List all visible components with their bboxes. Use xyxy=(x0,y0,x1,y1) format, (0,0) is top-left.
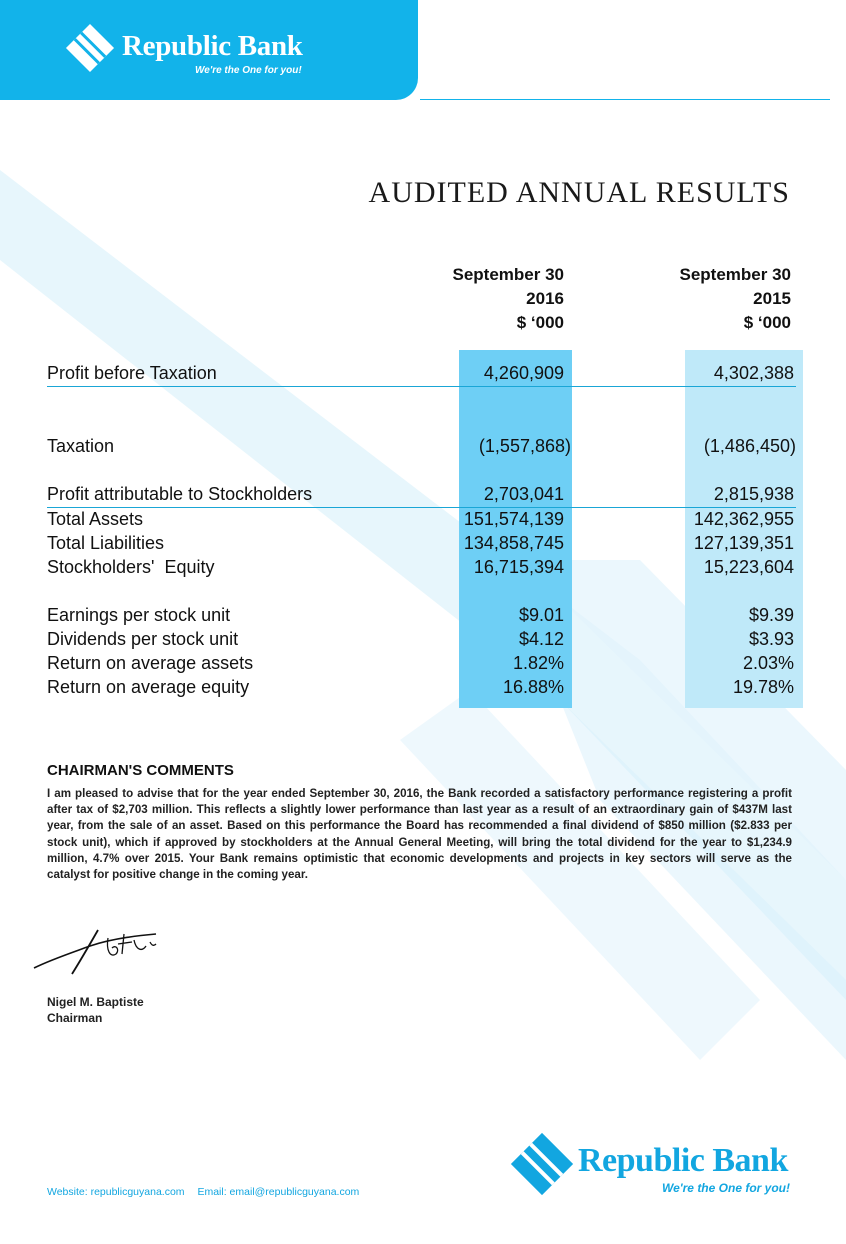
value-2015: 2.03% xyxy=(742,653,794,673)
value-2015: $9.39 xyxy=(748,605,794,625)
column-header-year: 2015 xyxy=(753,289,791,308)
value-2015: 127,139,351 xyxy=(693,533,794,553)
row-label: Total Liabilities xyxy=(47,533,165,553)
footer-contact xyxy=(47,1186,359,1198)
row-divider xyxy=(47,507,796,508)
column-header-2016 xyxy=(364,263,564,335)
value-2016: 2,703,041 xyxy=(483,484,564,504)
value-2015: 15,223,604 xyxy=(703,557,794,577)
value-2016: 151,574,139 xyxy=(463,509,564,529)
republic-bank-logo-icon xyxy=(508,1130,576,1198)
page-title: AUDITED ANNUAL RESULTS xyxy=(368,176,790,209)
signatory-title: Chairman xyxy=(47,1011,103,1025)
value-2016: 1.82% xyxy=(512,653,564,673)
comments-heading: CHAIRMAN'S COMMENTS xyxy=(47,762,234,779)
value-2016: 16.88% xyxy=(502,677,564,697)
row-label: Profit attributable to Stockholders xyxy=(47,484,313,504)
value-2015: 4,302,388 xyxy=(713,363,794,383)
footer-email-link[interactable]: Email: email@republicguyana.com xyxy=(197,1186,360,1198)
row-label: Earnings per stock unit xyxy=(47,605,231,625)
header-brand-name: Republic Bank xyxy=(122,30,303,62)
value-2015: (1,486,450) xyxy=(703,436,796,456)
value-2015: 142,362,955 xyxy=(693,509,794,529)
republic-bank-logo-icon xyxy=(64,22,116,74)
value-2016: $9.01 xyxy=(518,605,564,625)
row-divider xyxy=(47,386,796,387)
value-2015: 2,815,938 xyxy=(713,484,794,504)
column-header-2015 xyxy=(591,263,791,335)
column-header-date: September 30 xyxy=(452,265,564,284)
row-label: Taxation xyxy=(47,436,115,456)
column-header-unit: $ ‘000 xyxy=(743,313,791,332)
value-2016: (1,557,868) xyxy=(478,436,571,456)
value-2016: 4,260,909 xyxy=(483,363,564,383)
header-banner xyxy=(0,0,418,100)
value-2016: 134,858,745 xyxy=(463,533,564,553)
value-2016: $4.12 xyxy=(518,629,564,649)
footer-brand-name: Republic Bank xyxy=(578,1142,788,1179)
row-label: Total Assets xyxy=(47,509,144,529)
value-2016: 16,715,394 xyxy=(473,557,564,577)
row-label: Stockholders' Equity xyxy=(47,557,215,577)
signatory-name: Nigel M. Baptiste xyxy=(47,995,144,1009)
row-label: Return on average assets xyxy=(47,653,254,673)
header-divider xyxy=(420,99,830,100)
comments-body: I am pleased to advise that for the year ended September 30, 2016, the Bank recorded a satisfactory performance registering a profit after tax of $2,703 million. This reflects a slightly lower performance than last year as a result of an extraordinary gain of $437M last year, from the sale of an asset. Based on this performance the Board has recommended a final dividend of $850 million ($2.833 per stock unit), which if approved by stockholders at the Annual General Meeting, will bring the total dividend for the year to $1,234.9 million, 4.7% over 2015. Your Bank remains optimistic that economic developments and projects in key sectors will serve as the catalyst for positive change in the coming year. xyxy=(47,787,792,882)
chairman-signature xyxy=(28,924,168,984)
column-header-unit: $ ‘000 xyxy=(516,313,564,332)
signatory-block xyxy=(47,994,144,1026)
footer-website-link[interactable]: Website: republicguyana.com xyxy=(47,1186,185,1198)
row-label: Dividends per stock unit xyxy=(47,629,239,649)
value-2015: 19.78% xyxy=(732,677,794,697)
column-header-year: 2016 xyxy=(526,289,564,308)
header-tagline: We're the One for you! xyxy=(195,65,302,76)
row-label: Return on average equity xyxy=(47,677,250,697)
footer-tagline: We're the One for you! xyxy=(662,1181,790,1195)
value-2015: $3.93 xyxy=(748,629,794,649)
row-label: Profit before Taxation xyxy=(47,363,217,383)
column-header-date: September 30 xyxy=(679,265,791,284)
